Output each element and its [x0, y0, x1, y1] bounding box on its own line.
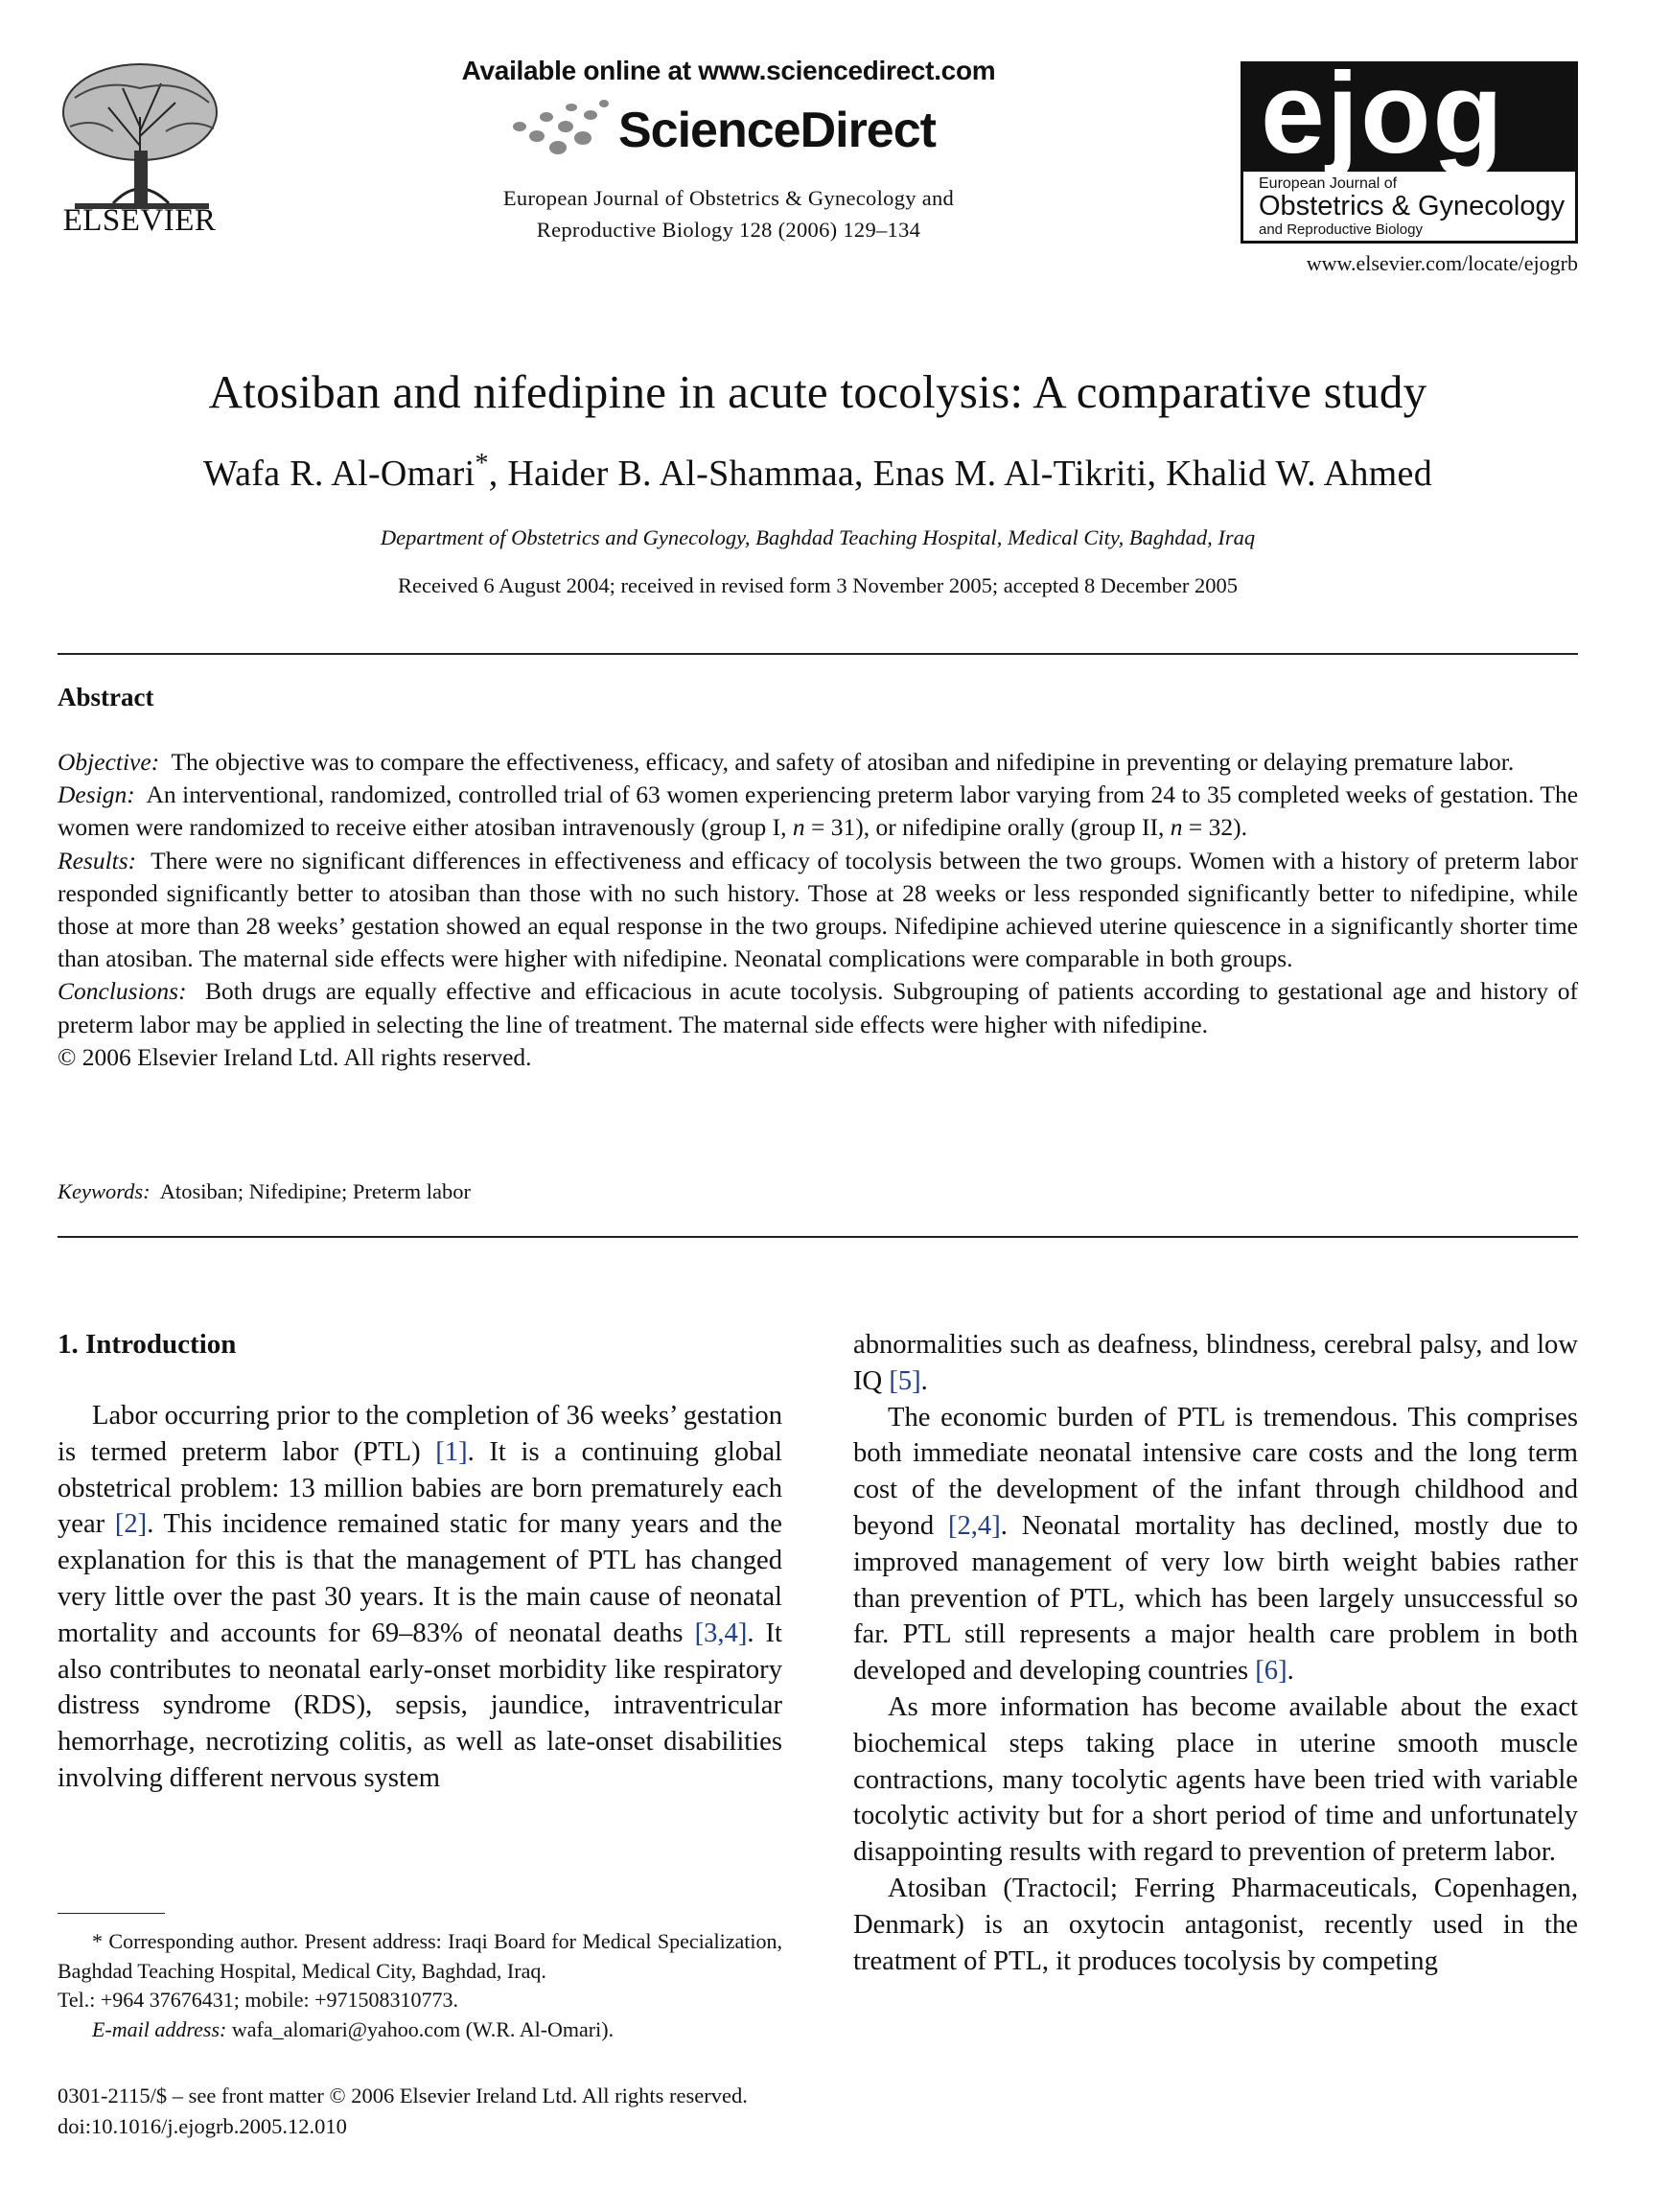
design-text-c: = 32). — [1182, 813, 1248, 842]
results-label: Results: — [58, 846, 137, 874]
ejog-logo-banner — [1243, 49, 1575, 177]
text-run: . This incidence remained static for many years and the explanation for this is that the management of PTL has changed very little over the past 30 years. It is the main cause of neonatal mortality and accounts for 69–83% of neonatal deaths — [58, 1509, 782, 1648]
abstract-heading: Abstract — [58, 683, 154, 711]
footnote — [58, 1927, 782, 2044]
objective-text: The objective was to compare the effectiveness, efficacy, and safety of atosiban and nifedipine in preventing or delaying premature labor. — [171, 748, 1515, 776]
journal-citation-line2: Reproductive Biology 128 (2006) 129–134 — [536, 218, 921, 242]
affiliation: Department of Obstetrics and Gynecology, Baghdad Teaching Hospital, Medical City, Baghdad, Iraq — [380, 525, 1256, 549]
section-heading-introduction: 1. Introduction — [58, 1329, 237, 1360]
abstract-design — [58, 779, 1578, 844]
text-run: abnormalities such as deafness, blindness, cerebral palsy, and low IQ — [853, 1330, 1578, 1396]
text-run: Labor occurring prior to the completion of 36 weeks’ gestation is termed preterm labor (PTL) — [58, 1401, 782, 1467]
ejog-line3: and Reproductive Biology — [1259, 221, 1423, 238]
abstract-copyright: © 2006 Elsevier Ireland Ltd. All rights reserved. — [58, 1042, 532, 1071]
footnote-corresponding: * Corresponding author. Present address: Iraqi Board for Medical Specialization, Baghdad Teaching Hospital, Medical City, Baghdad, Iraq. — [58, 1929, 782, 1983]
paragraph — [58, 1398, 782, 1797]
article-title: Atosiban and nifedipine in acute tocolysis: A comparative study — [208, 365, 1427, 418]
paragraph: Atosiban (Tractocil; Ferring Pharmaceuticals, Copenhagen, Denmark) is an oxytocin antagonist, recently used in the treatment of PTL, it produces tocolysis by competing — [853, 1873, 1578, 1976]
journal-url[interactable]: www.elsevier.com/locate/ejogrb — [1306, 251, 1578, 275]
sciencedirect-logo — [412, 92, 1045, 167]
design-label: Design: — [58, 780, 135, 809]
abstract-body — [58, 746, 1578, 1074]
conclusions-label: Conclusions: — [58, 977, 187, 1006]
citation-link[interactable]: [2] — [114, 1509, 148, 1540]
elsevier-tree-icon — [56, 59, 223, 213]
design-text-b: = 31), or nifedipine orally (group II, — [804, 813, 1171, 842]
journal-citation-line1: European Journal of Obstetrics & Gynecology and — [502, 186, 955, 210]
text-run: . It also contributes to neonatal early-onset morbidity like respiratory distress syndrome (RDS), sepsis, jaundice, intraventricular hemorrhage, necrotizing colitis, as well as late-onset disabilities involving different nervous system — [58, 1618, 782, 1793]
ejog-logo — [1241, 49, 1578, 244]
keywords-text: Atosiban; Nifedipine; Preterm labor — [159, 1179, 471, 1203]
author-list — [58, 449, 1578, 495]
paragraph — [853, 1327, 1578, 1400]
abstract-objective — [58, 746, 1578, 779]
n-symbol: n — [1170, 813, 1183, 842]
abstract-results — [58, 845, 1578, 976]
sciencedirect-wordmark: ScienceDirect — [618, 103, 936, 158]
divider-bottom — [58, 1236, 1578, 1238]
divider-top — [58, 653, 1578, 655]
journal-citation — [412, 182, 1045, 245]
corresponding-author-mark[interactable]: * — [475, 449, 489, 478]
email-label: E-mail address: — [92, 2016, 227, 2041]
text-run: . Neonatal mortality has declined, mostly due to improved management of very low birth weight babies rather than prevention of PTL, which has been largely unsuccessful so far. PTL still represents a major health care problem in both developed and developing countries — [853, 1510, 1578, 1687]
front-matter-line: 0301-2115/$ – see front matter © 2006 Elsevier Ireland Ltd. All rights reserved. — [58, 2084, 748, 2107]
n-symbol: n — [792, 813, 805, 842]
doi-line[interactable]: doi:10.1016/j.ejogrb.2005.12.010 — [58, 2114, 347, 2138]
citation-link[interactable]: [5] — [889, 1365, 921, 1396]
ejog-line1: European Journal of — [1259, 175, 1398, 192]
citation-link[interactable]: [2,4] — [947, 1510, 1001, 1541]
body-column-left — [58, 1398, 782, 1797]
conclusions-text: Both drugs are equally effective and efficacious in acute tocolysis. Subgrouping of patients according to gestational age and history of preterm labor may be applied in selecting the line of treatment. The maternal side effects were higher with nifedipine. — [58, 977, 1579, 1038]
elsevier-wordmark: ELSEVIER — [62, 203, 217, 238]
objective-label: Objective: — [58, 748, 160, 776]
abstract-conclusions — [58, 975, 1578, 1040]
footnote-email — [58, 2015, 782, 2045]
footnote-rule — [58, 1913, 165, 1914]
citation-link[interactable]: [3,4] — [694, 1618, 748, 1648]
keywords — [58, 1179, 471, 1204]
received-dates: Received 6 August 2004; received in revised form 3 November 2005; accepted 8 December 2005 — [398, 573, 1238, 597]
results-text: There were no significant differences in effectiveness and efficacy of tocolysis between the two groups. Women with a history of preterm labor responded significantly better to atosiban than those with no such history. Those at 28 weeks or less responded significantly better to nifedipine, while those at more than 28 weeks’ gestation showed an equal response in the two groups. Nifedipine achieved uterine quiescence in a significantly shorter time than atosiban. The maternal side effects were higher with nifedipine. Neonatal complications were comparable in both groups. — [58, 846, 1578, 973]
ejog-wordmark: ejog — [1261, 49, 1505, 177]
citation-link[interactable]: [1] — [435, 1436, 468, 1467]
text-run: The economic burden of PTL is tremendous. This comprises both immediate neonatal intensive care costs and the long term cost of the development of the infant through childhood and beyond — [853, 1402, 1578, 1541]
author-others: , Haider B. Al-Shammaa, Enas M. Al-Tikriti, Khalid W. Ahmed — [488, 454, 1432, 494]
elsevier-logo — [56, 59, 223, 251]
author-corresponding: Wafa R. Al-Omari — [202, 454, 475, 494]
paragraph — [853, 1400, 1578, 1689]
citation-link[interactable]: [6] — [1255, 1656, 1287, 1687]
keywords-label: Keywords: — [58, 1179, 151, 1203]
text-run: . — [920, 1365, 928, 1396]
text-run: . — [1287, 1656, 1294, 1687]
ejog-line2: Obstetrics & Gynecology — [1259, 191, 1566, 221]
body-column-right — [853, 1327, 1578, 1979]
paragraph: As more information has become available about the exact biochemical steps taking place in uterine smooth muscle contractions, many tocolytic agents have been tried with variable tocolytic activity but for a short period of time and unfortunately disappointing results with regard to prevention of preterm labor. — [853, 1691, 1578, 1868]
email-address[interactable]: wafa_alomari@yahoo.com (W.R. Al-Omari). — [226, 2016, 615, 2041]
footnote-phone: Tel.: +964 37676431; mobile: +971508310773. — [58, 1988, 459, 2012]
available-online-text: Available online at www.sciencedirect.com — [461, 56, 996, 85]
design-text-a: An interventional, randomized, controlled trial of 63 women experiencing preterm labor varying from 24 to 35 completed weeks of gestation. The women were randomized to receive either atosiban intravenously (group I, — [58, 780, 1579, 842]
text-run: . It is a continuing global obstetrical problem: 13 million babies are born prematurely each year — [58, 1436, 782, 1540]
page-footer — [58, 2081, 748, 2142]
center-header — [412, 56, 1045, 245]
